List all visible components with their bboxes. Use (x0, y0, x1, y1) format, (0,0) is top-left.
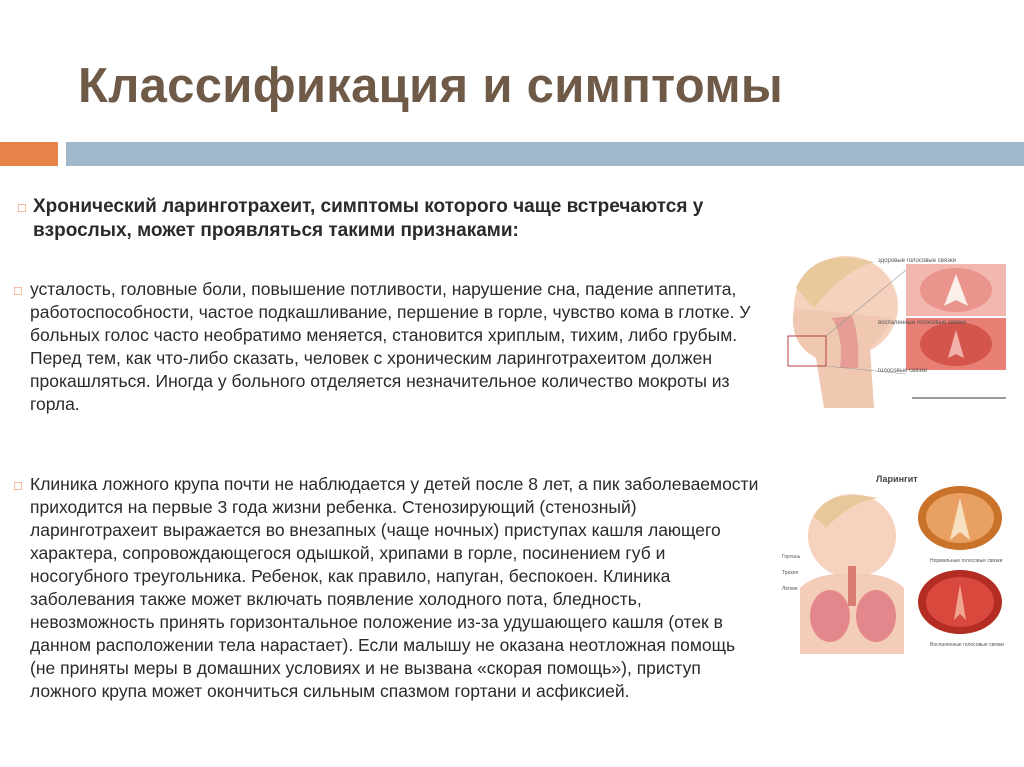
vocal-cords-image (774, 248, 1014, 414)
square-bullet-icon: □ (14, 283, 22, 298)
square-bullet-icon: □ (18, 200, 26, 215)
symptoms-paragraph: усталость, головные боли, повышение потливости, нарушение сна, падение аппетита, работоспособности, частое подкашливание, першение в горле, чувство кома в глотке. У больных голос часто необратимо меняется, становится хриплым, тихим, либо грубым. Перед тем, как что-либо сказать, человек с хроническим ларинготрахеитом должен прокашляться. Иногда у больного отделяется незначительное количество мокроты из горла. (30, 279, 751, 414)
slide-subtitle: Хронический ларинготрахеит, симптомы которого чаще встречаются у взрослых, может проявляться такими признаками: (33, 196, 704, 241)
accent-bar-orange (0, 142, 58, 166)
vocal-cords-illustration (774, 248, 1014, 414)
trachea-label: Трахея (782, 570, 799, 576)
square-bullet-icon: □ (14, 478, 22, 493)
accent-bar-blue (66, 142, 1024, 166)
lungs-label: Лёгкие (782, 586, 798, 592)
slide-title: Классификация и симптомы (78, 59, 784, 113)
inflamed-cords-label-2: Воспаленные голосовые связки (930, 642, 1005, 648)
laryngitis-illustration (780, 466, 1020, 654)
healthy-cords-label: здоровые голосовые связки (878, 258, 956, 264)
laryngitis-image (780, 466, 1020, 654)
croup-paragraph: Клиника ложного крупа почти не наблюдается у детей после 8 лет, а пик заболеваемости приходится на первые 3 года жизни ребенка. Стенозирующий (стенозный) ларинготрахеит выражается во внезапных (чаще ночных) приступах кашля лающего характера, сопровождающегося одышкой, хрипами в горле, посинением губ и носогубного треугольника. Ребенок, как правило, напуган, беспокоен. Клиника заболевания также может включать появление холодного пота, бледность, невозможность принять горизонтальное положение из-за удушающего кашля (отек в данном расположении тела нарастает). Если малышу не оказана неотложная помощь (не приняты меры в домашних условиях и не вызвана «скорая помощь»), приступ ложного крупа может окончиться сильным спазмом гортани и асфиксией. (30, 474, 759, 701)
larynx-label: Гортань (782, 554, 801, 560)
inflamed-cords-label: воспаленные голосовые связки (878, 320, 966, 326)
normal-cords-label: Нормальные голосовые связки (930, 558, 1003, 564)
laryngitis-heading: Ларингит (876, 474, 918, 484)
cords-label: голосовые связки (878, 368, 928, 374)
